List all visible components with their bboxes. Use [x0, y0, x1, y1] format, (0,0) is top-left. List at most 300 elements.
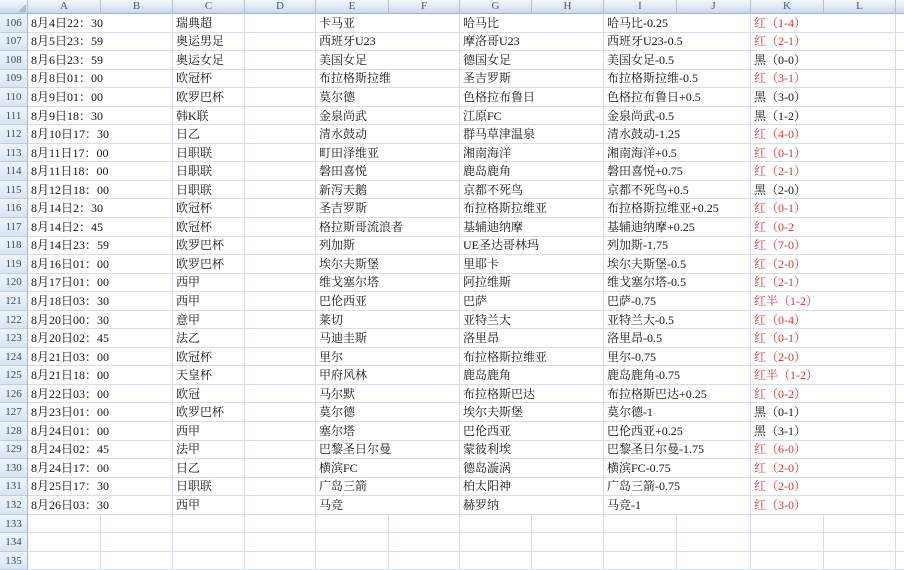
cell-G121[interactable] — [460, 292, 604, 311]
cell-edge-partial[interactable] — [896, 199, 904, 218]
cell-E111[interactable] — [316, 107, 460, 126]
cell-G122[interactable] — [460, 311, 604, 330]
cell-H135[interactable] — [532, 552, 604, 570]
cell-K125[interactable] — [751, 366, 896, 385]
cell-A131[interactable] — [28, 478, 173, 497]
row-header-129[interactable] — [0, 441, 28, 460]
cell-H134[interactable] — [532, 533, 604, 552]
cell-I107[interactable] — [604, 33, 751, 52]
cell-A135[interactable] — [28, 552, 101, 570]
cell-E126[interactable] — [316, 385, 460, 404]
cell-K116[interactable] — [751, 199, 896, 218]
cell-A109[interactable] — [28, 70, 173, 89]
cell-K129[interactable] — [751, 441, 896, 460]
column-header-G[interactable] — [460, 0, 532, 14]
cell-A117[interactable] — [28, 218, 173, 237]
cell-A128[interactable] — [28, 422, 173, 441]
cell-D110[interactable] — [245, 88, 316, 107]
cell-G112[interactable] — [460, 125, 604, 144]
cell-edge-partial[interactable] — [896, 292, 904, 311]
cell-edge-partial[interactable] — [896, 533, 904, 552]
cell-C119[interactable] — [173, 255, 245, 274]
cell-E115[interactable] — [316, 181, 460, 200]
cell-edge-partial[interactable] — [896, 14, 904, 33]
cell-A112[interactable] — [28, 125, 173, 144]
cell-L134[interactable] — [824, 533, 896, 552]
cell-I116[interactable] — [604, 199, 751, 218]
cell-G108[interactable] — [460, 51, 604, 70]
cell-C123[interactable] — [173, 329, 245, 348]
cell-E122[interactable] — [316, 311, 460, 330]
cell-E106[interactable] — [316, 14, 460, 33]
cell-edge-partial[interactable] — [896, 403, 904, 422]
cell-edge-partial[interactable] — [896, 422, 904, 441]
row-header-127[interactable] — [0, 403, 28, 422]
cell-G135[interactable] — [460, 552, 532, 570]
column-header-B[interactable] — [101, 0, 173, 14]
cell-I126[interactable] — [604, 385, 751, 404]
cell-D108[interactable] — [245, 51, 316, 70]
row-header-109[interactable] — [0, 70, 28, 89]
cell-E123[interactable] — [316, 329, 460, 348]
row-header-108[interactable] — [0, 51, 28, 70]
cell-C108[interactable] — [173, 51, 245, 70]
cell-G118[interactable] — [460, 237, 604, 256]
cell-A133[interactable] — [28, 515, 101, 534]
row-header-114[interactable] — [0, 162, 28, 181]
column-header-H[interactable] — [532, 0, 604, 14]
cell-D134[interactable] — [245, 533, 316, 552]
cell-K131[interactable] — [751, 478, 896, 497]
cell-E108[interactable] — [316, 51, 460, 70]
cell-E133[interactable] — [316, 515, 389, 534]
cell-I109[interactable] — [604, 70, 751, 89]
cell-C106[interactable] — [173, 14, 245, 33]
cell-A122[interactable] — [28, 311, 173, 330]
row-header-135[interactable] — [0, 552, 28, 570]
cell-I123[interactable] — [604, 329, 751, 348]
cell-D133[interactable] — [245, 515, 316, 534]
cell-edge-partial[interactable] — [896, 515, 904, 534]
row-header-112[interactable] — [0, 125, 28, 144]
cell-D106[interactable] — [245, 14, 316, 33]
cell-C118[interactable] — [173, 237, 245, 256]
cell-C122[interactable] — [173, 311, 245, 330]
cell-G133[interactable] — [460, 515, 532, 534]
cell-D111[interactable] — [245, 107, 316, 126]
cell-E121[interactable] — [316, 292, 460, 311]
row-header-106[interactable] — [0, 14, 28, 33]
cell-D116[interactable] — [245, 199, 316, 218]
cell-C135[interactable] — [173, 552, 245, 570]
cell-D115[interactable] — [245, 181, 316, 200]
cell-D107[interactable] — [245, 33, 316, 52]
cell-K117[interactable] — [751, 218, 896, 237]
cell-C128[interactable] — [173, 422, 245, 441]
cell-E132[interactable] — [316, 496, 460, 515]
cell-E135[interactable] — [316, 552, 389, 570]
cell-I133[interactable] — [604, 515, 677, 534]
row-header-122[interactable] — [0, 311, 28, 330]
cell-D121[interactable] — [245, 292, 316, 311]
cell-G115[interactable] — [460, 181, 604, 200]
cell-I135[interactable] — [604, 552, 677, 570]
cell-D132[interactable] — [245, 496, 316, 515]
cell-edge-partial[interactable] — [896, 496, 904, 515]
cell-K132[interactable] — [751, 496, 896, 515]
column-header-J[interactable] — [677, 0, 751, 14]
cell-edge-partial[interactable] — [896, 70, 904, 89]
cell-E118[interactable] — [316, 237, 460, 256]
cell-edge-partial[interactable] — [896, 385, 904, 404]
cell-edge-partial[interactable] — [896, 329, 904, 348]
cell-E107[interactable] — [316, 33, 460, 52]
column-header-partial[interactable] — [896, 0, 904, 14]
cell-K124[interactable] — [751, 348, 896, 367]
cell-K122[interactable] — [751, 311, 896, 330]
row-header-111[interactable] — [0, 107, 28, 126]
cell-G116[interactable] — [460, 199, 604, 218]
cell-A125[interactable] — [28, 366, 173, 385]
cell-G126[interactable] — [460, 385, 604, 404]
cell-edge-partial[interactable] — [896, 441, 904, 460]
cell-C126[interactable] — [173, 385, 245, 404]
cell-G110[interactable] — [460, 88, 604, 107]
cell-I122[interactable] — [604, 311, 751, 330]
cell-C107[interactable] — [173, 33, 245, 52]
cell-C111[interactable] — [173, 107, 245, 126]
cell-D123[interactable] — [245, 329, 316, 348]
cell-C113[interactable] — [173, 144, 245, 163]
cell-edge-partial[interactable] — [896, 107, 904, 126]
cell-C132[interactable] — [173, 496, 245, 515]
cell-K133[interactable] — [751, 515, 824, 534]
cell-A120[interactable] — [28, 274, 173, 293]
cell-G130[interactable] — [460, 459, 604, 478]
cell-E128[interactable] — [316, 422, 460, 441]
row-header-117[interactable] — [0, 218, 28, 237]
cell-G113[interactable] — [460, 144, 604, 163]
cell-D113[interactable] — [245, 144, 316, 163]
cell-K110[interactable] — [751, 88, 896, 107]
cell-D124[interactable] — [245, 348, 316, 367]
cell-D112[interactable] — [245, 125, 316, 144]
cell-A116[interactable] — [28, 199, 173, 218]
cell-I125[interactable] — [604, 366, 751, 385]
row-header-128[interactable] — [0, 422, 28, 441]
cell-K127[interactable] — [751, 403, 896, 422]
cell-I119[interactable] — [604, 255, 751, 274]
cell-A113[interactable] — [28, 144, 173, 163]
cell-A108[interactable] — [28, 51, 173, 70]
cell-E113[interactable] — [316, 144, 460, 163]
cell-D117[interactable] — [245, 218, 316, 237]
cell-G120[interactable] — [460, 274, 604, 293]
cell-A115[interactable] — [28, 181, 173, 200]
cell-I111[interactable] — [604, 107, 751, 126]
cell-D122[interactable] — [245, 311, 316, 330]
cell-K118[interactable] — [751, 237, 896, 256]
cell-H133[interactable] — [532, 515, 604, 534]
cell-B133[interactable] — [101, 515, 173, 534]
row-header-121[interactable] — [0, 292, 28, 311]
cell-E112[interactable] — [316, 125, 460, 144]
cell-I106[interactable] — [604, 14, 751, 33]
cell-G134[interactable] — [460, 533, 532, 552]
cell-A129[interactable] — [28, 441, 173, 460]
cell-edge-partial[interactable] — [896, 459, 904, 478]
cell-G109[interactable] — [460, 70, 604, 89]
cell-C124[interactable] — [173, 348, 245, 367]
cell-I129[interactable] — [604, 441, 751, 460]
cell-edge-partial[interactable] — [896, 33, 904, 52]
cell-C127[interactable] — [173, 403, 245, 422]
cell-L133[interactable] — [824, 515, 896, 534]
row-header-120[interactable] — [0, 274, 28, 293]
column-header-K[interactable] — [751, 0, 824, 14]
row-header-130[interactable] — [0, 459, 28, 478]
cell-I115[interactable] — [604, 181, 751, 200]
cell-A107[interactable] — [28, 33, 173, 52]
cell-I128[interactable] — [604, 422, 751, 441]
cell-K128[interactable] — [751, 422, 896, 441]
cell-G119[interactable] — [460, 255, 604, 274]
cell-K114[interactable] — [751, 162, 896, 181]
cell-D130[interactable] — [245, 459, 316, 478]
cell-K130[interactable] — [751, 459, 896, 478]
column-header-C[interactable] — [173, 0, 245, 14]
cell-J134[interactable] — [677, 533, 751, 552]
cell-edge-partial[interactable] — [896, 125, 904, 144]
cell-edge-partial[interactable] — [896, 162, 904, 181]
cell-edge-partial[interactable] — [896, 348, 904, 367]
cell-C131[interactable] — [173, 478, 245, 497]
cell-edge-partial[interactable] — [896, 274, 904, 293]
row-header-116[interactable] — [0, 199, 28, 218]
cell-I113[interactable] — [604, 144, 751, 163]
cell-edge-partial[interactable] — [896, 366, 904, 385]
cell-E109[interactable] — [316, 70, 460, 89]
cell-C116[interactable] — [173, 199, 245, 218]
cell-E134[interactable] — [316, 533, 389, 552]
cell-I110[interactable] — [604, 88, 751, 107]
cell-L135[interactable] — [824, 552, 896, 570]
cell-A127[interactable] — [28, 403, 173, 422]
cell-K121[interactable] — [751, 292, 896, 311]
cell-I134[interactable] — [604, 533, 677, 552]
cell-D120[interactable] — [245, 274, 316, 293]
cell-K111[interactable] — [751, 107, 896, 126]
cell-D129[interactable] — [245, 441, 316, 460]
cell-I132[interactable] — [604, 496, 751, 515]
cell-G132[interactable] — [460, 496, 604, 515]
cell-E114[interactable] — [316, 162, 460, 181]
cell-A121[interactable] — [28, 292, 173, 311]
cell-G124[interactable] — [460, 348, 604, 367]
cell-C133[interactable] — [173, 515, 245, 534]
cell-K113[interactable] — [751, 144, 896, 163]
cell-G128[interactable] — [460, 422, 604, 441]
cell-D127[interactable] — [245, 403, 316, 422]
column-header-L[interactable] — [824, 0, 896, 14]
cell-F135[interactable] — [389, 552, 460, 570]
cell-E125[interactable] — [316, 366, 460, 385]
cell-E131[interactable] — [316, 478, 460, 497]
row-header-133[interactable] — [0, 515, 28, 534]
cell-A106[interactable] — [28, 14, 173, 33]
row-header-107[interactable] — [0, 33, 28, 52]
cell-C114[interactable] — [173, 162, 245, 181]
row-header-132[interactable] — [0, 496, 28, 515]
cell-D119[interactable] — [245, 255, 316, 274]
cell-edge-partial[interactable] — [896, 181, 904, 200]
cell-K123[interactable] — [751, 329, 896, 348]
cell-edge-partial[interactable] — [896, 88, 904, 107]
cell-E124[interactable] — [316, 348, 460, 367]
row-header-118[interactable] — [0, 237, 28, 256]
cell-E119[interactable] — [316, 255, 460, 274]
cell-B135[interactable] — [101, 552, 173, 570]
cell-I131[interactable] — [604, 478, 751, 497]
cell-A126[interactable] — [28, 385, 173, 404]
cell-I112[interactable] — [604, 125, 751, 144]
cell-I120[interactable] — [604, 274, 751, 293]
cell-A130[interactable] — [28, 459, 173, 478]
cell-D114[interactable] — [245, 162, 316, 181]
cell-E120[interactable] — [316, 274, 460, 293]
cell-edge-partial[interactable] — [896, 311, 904, 330]
cell-D126[interactable] — [245, 385, 316, 404]
cell-I121[interactable] — [604, 292, 751, 311]
cell-B134[interactable] — [101, 533, 173, 552]
cell-A132[interactable] — [28, 496, 173, 515]
cell-C112[interactable] — [173, 125, 245, 144]
cell-A110[interactable] — [28, 88, 173, 107]
cell-K107[interactable] — [751, 33, 896, 52]
cell-A134[interactable] — [28, 533, 101, 552]
cell-E130[interactable] — [316, 459, 460, 478]
cell-K108[interactable] — [751, 51, 896, 70]
column-header-I[interactable] — [604, 0, 677, 14]
cell-G129[interactable] — [460, 441, 604, 460]
cell-I124[interactable] — [604, 348, 751, 367]
cell-G125[interactable] — [460, 366, 604, 385]
cell-D109[interactable] — [245, 70, 316, 89]
cell-C134[interactable] — [173, 533, 245, 552]
cell-A124[interactable] — [28, 348, 173, 367]
row-header-123[interactable] — [0, 329, 28, 348]
cell-edge-partial[interactable] — [896, 51, 904, 70]
cell-K115[interactable] — [751, 181, 896, 200]
column-header-A[interactable] — [28, 0, 101, 14]
cell-J135[interactable] — [677, 552, 751, 570]
cell-F133[interactable] — [389, 515, 460, 534]
cell-I117[interactable] — [604, 218, 751, 237]
row-header-124[interactable] — [0, 348, 28, 367]
cell-K134[interactable] — [751, 533, 824, 552]
column-header-D[interactable] — [245, 0, 316, 14]
cell-I114[interactable] — [604, 162, 751, 181]
cell-K135[interactable] — [751, 552, 824, 570]
row-header-131[interactable] — [0, 478, 28, 497]
cell-A119[interactable] — [28, 255, 173, 274]
cell-G123[interactable] — [460, 329, 604, 348]
cell-edge-partial[interactable] — [896, 552, 904, 570]
cell-E110[interactable] — [316, 88, 460, 107]
cell-E129[interactable] — [316, 441, 460, 460]
cell-G131[interactable] — [460, 478, 604, 497]
cell-D118[interactable] — [245, 237, 316, 256]
cell-G106[interactable] — [460, 14, 604, 33]
cell-C109[interactable] — [173, 70, 245, 89]
cell-C120[interactable] — [173, 274, 245, 293]
cell-K112[interactable] — [751, 125, 896, 144]
cell-C121[interactable] — [173, 292, 245, 311]
cell-E127[interactable] — [316, 403, 460, 422]
row-header-125[interactable] — [0, 366, 28, 385]
cell-C110[interactable] — [173, 88, 245, 107]
cell-A118[interactable] — [28, 237, 173, 256]
cell-D125[interactable] — [245, 366, 316, 385]
cell-D131[interactable] — [245, 478, 316, 497]
cell-K109[interactable] — [751, 70, 896, 89]
cell-G127[interactable] — [460, 403, 604, 422]
cell-E116[interactable] — [316, 199, 460, 218]
row-header-115[interactable] — [0, 181, 28, 200]
cell-C115[interactable] — [173, 181, 245, 200]
cell-C129[interactable] — [173, 441, 245, 460]
cell-A111[interactable] — [28, 107, 173, 126]
cell-G117[interactable] — [460, 218, 604, 237]
cell-C117[interactable] — [173, 218, 245, 237]
cell-I108[interactable] — [604, 51, 751, 70]
cell-K126[interactable] — [751, 385, 896, 404]
cell-E117[interactable] — [316, 218, 460, 237]
cell-I130[interactable] — [604, 459, 751, 478]
cell-A114[interactable] — [28, 162, 173, 181]
column-header-F[interactable] — [389, 0, 460, 14]
cell-G114[interactable] — [460, 162, 604, 181]
cell-D135[interactable] — [245, 552, 316, 570]
cell-edge-partial[interactable] — [896, 478, 904, 497]
select-all-corner[interactable] — [0, 0, 28, 14]
cell-K120[interactable] — [751, 274, 896, 293]
cell-G107[interactable] — [460, 33, 604, 52]
cell-edge-partial[interactable] — [896, 255, 904, 274]
row-header-110[interactable] — [0, 88, 28, 107]
row-header-126[interactable] — [0, 385, 28, 404]
cell-edge-partial[interactable] — [896, 237, 904, 256]
cell-edge-partial[interactable] — [896, 144, 904, 163]
column-header-E[interactable] — [316, 0, 389, 14]
row-number: 118 — [5, 239, 22, 252]
cell-D128[interactable] — [245, 422, 316, 441]
cell-C125[interactable] — [173, 366, 245, 385]
row-header-113[interactable] — [0, 144, 28, 163]
cell-I127[interactable] — [604, 403, 751, 422]
cell-K119[interactable] — [751, 255, 896, 274]
cell-A123[interactable] — [28, 329, 173, 348]
row-header-119[interactable] — [0, 255, 28, 274]
cell-F134[interactable] — [389, 533, 460, 552]
cell-K106[interactable] — [751, 14, 896, 33]
cell-I118[interactable] — [604, 237, 751, 256]
cell-G111[interactable] — [460, 107, 604, 126]
cell-edge-partial[interactable] — [896, 218, 904, 237]
row-header-134[interactable] — [0, 533, 28, 552]
cell-C130[interactable] — [173, 459, 245, 478]
cell-J133[interactable] — [677, 515, 751, 534]
